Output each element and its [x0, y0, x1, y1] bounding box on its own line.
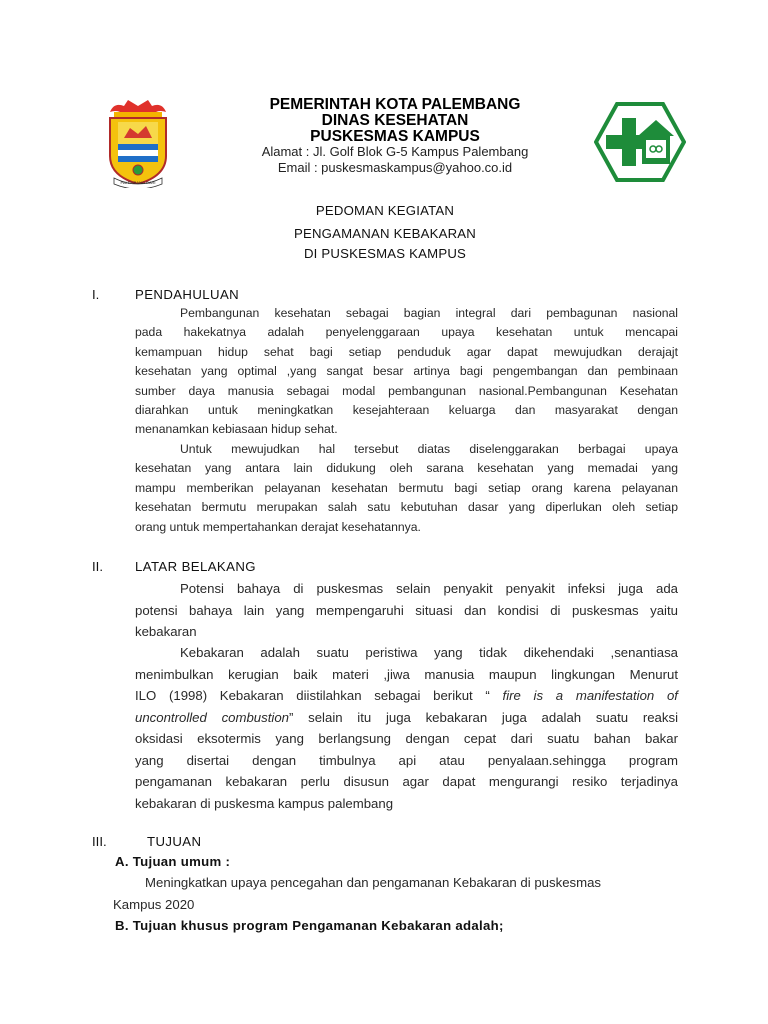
section-3-heading: TUJUAN — [147, 834, 202, 849]
document-title-line2: PENGAMANAN KEBAKARAN — [293, 226, 477, 241]
header-email: Email : puskesmaskampus@yahoo.co.id — [277, 160, 513, 175]
text-line: kebakaran — [135, 624, 197, 639]
text-line: Meningkatkan upaya pencegahan dan pengamanan Kebakaran di puskesmas — [145, 875, 602, 890]
subsection-a-label: A. Tujuan umum : — [115, 854, 231, 869]
text-line: kesehatan yang optimal ,yang sangat besar artinya bagi pengembangan dan pembinaan — [135, 364, 678, 379]
section-2-number: II. — [92, 559, 103, 574]
text-segment: ” selain itu juga kebakaran juga adalah suatu reaksi — [289, 709, 679, 725]
emblem-ribbon-text: PALEMBANG BARI — [120, 180, 156, 185]
text-line: Untuk mewujudkan hal tersebut diatas diselenggarakan berbagai upaya — [180, 442, 678, 456]
section-2-heading: LATAR BELAKANG — [135, 559, 256, 574]
header-institution: PUSKESMAS KAMPUS — [310, 128, 480, 145]
text-line: mampu memberikan pelayanan kesehatan bermutu bagi setiap orang karena pelayanan — [135, 480, 678, 495]
text-line: kesehatan bermutu merupakan salah satu kebutuhan dasar yang diperlukan oleh setiap — [135, 500, 678, 515]
document-title-line1: PEDOMAN KEGIATAN — [315, 203, 455, 218]
section-3-number: III. — [92, 834, 107, 849]
text-line: Kampus 2020 — [113, 896, 195, 912]
text-line: sumber daya manusia sebagai modal pembangunan nasional.Pembangunan Kesehatan — [135, 383, 678, 398]
subsection-b-label: B. Tujuan khusus program Pengamanan Kebakaran adalah; — [115, 918, 504, 933]
text-line: kemampuan hidup sehat bagi setiap penduduk agar dapat mewujudkan derajajt — [135, 344, 678, 359]
puskesmas-logo-icon — [594, 102, 686, 182]
text-line: menanamkan kebiasaan hidup sehat. — [135, 422, 338, 437]
text-line: oksidasi eksotermis yang berlangsung dengan cepat dari suatu bahan bakar — [135, 731, 678, 746]
header-agency: DINAS KESEHATAN — [321, 112, 469, 129]
text-line: kebakaran di puskesma kampus palembang — [135, 795, 394, 811]
italic-quote: uncontrolled combustion — [135, 709, 290, 725]
text-line: Kebakaran adalah suatu peristiwa yang tidak dikehendaki ,senantiasa — [180, 645, 678, 660]
section-1-paragraph-2 — [135, 440, 678, 537]
text-line — [135, 685, 678, 707]
text-line: yang disertai dengan timbulnya api atau penyalaan.sehingga program — [135, 752, 678, 768]
section-2-paragraph-2 — [135, 642, 678, 814]
header-address: Alamat : Jl. Golf Blok G-5 Kampus Palembang — [261, 144, 529, 159]
text-line: Pembangunan kesehatan sebagai bagian integral dari pembagunan nasional — [180, 306, 678, 320]
subsection-a-text — [113, 872, 678, 915]
text-line: Potensi bahaya di puskesmas selain penyakit penyakit infeksi juga ada — [180, 581, 678, 596]
text-line: pengamanan kebakaran perlu disusun agar dapat mengurangi resiko terjadinya — [135, 774, 678, 789]
italic-quote: fire is a manifestation of — [502, 688, 678, 703]
section-1-heading: PENDAHULUAN — [135, 287, 240, 302]
section-2-paragraph-1 — [135, 578, 678, 643]
section-1-number: I. — [92, 287, 100, 302]
text-segment: ILO (1998) Kebakaran diistilahkan sebagai berikut “ — [135, 688, 503, 703]
header-government: PEMERINTAH KOTA PALEMBANG — [269, 96, 521, 113]
text-line — [135, 707, 678, 729]
document-title-line3: DI PUSKESMAS KAMPUS — [303, 246, 467, 261]
text-line: kesehatan yang antara lain didukung oleh sarana kesehatan yang memadai yang — [135, 461, 678, 476]
text-line: potensi bahaya lain yang mempengaruhi situasi dan kondisi di puskesmas yaitu — [135, 602, 678, 618]
text-line: orang untuk mempertahankan derajat kesehatannya. — [135, 519, 421, 534]
palembang-emblem-icon — [104, 98, 172, 188]
text-line: menimbulkan kerugian baik materi ,jiwa manusia maupun lingkungan Menurut — [135, 666, 678, 682]
section-1-paragraph-1 — [135, 304, 678, 440]
text-line: diarahkan untuk meningkatkan kesejahteraan keluarga dan masyarakat dengan — [135, 402, 678, 417]
text-line: pada hakekatnya adalah penyelenggaraan upaya kesehatan untuk mencapai — [135, 325, 678, 340]
